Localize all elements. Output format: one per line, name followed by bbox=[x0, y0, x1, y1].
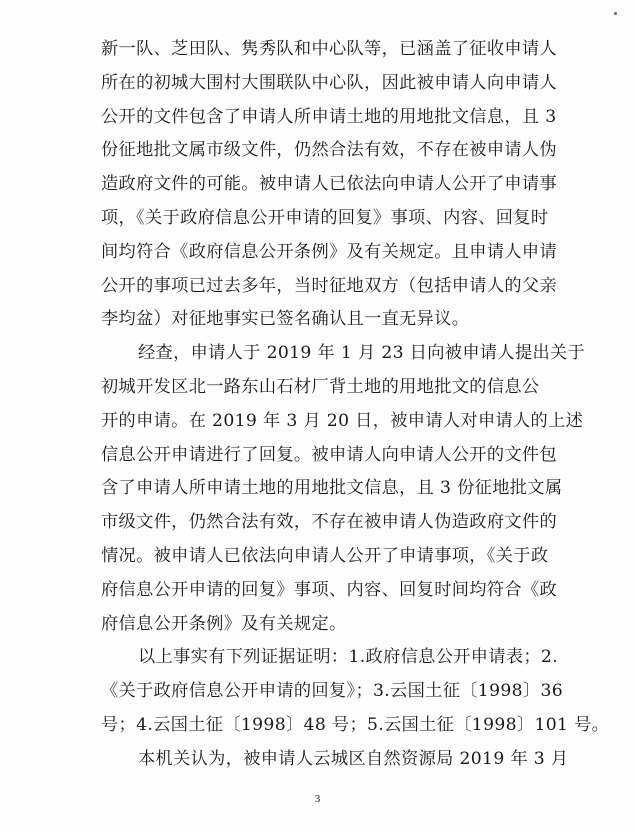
text-line: 开的申请。在 2019 年 3 月 20 日，被申请人对申请人的上述 bbox=[101, 411, 584, 431]
text-line: 造政府文件的可能。被申请人已依法向申请人公开了申请事 bbox=[101, 174, 557, 194]
text-line: 所在的初城大围村大围联队中心队，因此被申请人向申请人 bbox=[101, 73, 557, 93]
paragraph-start-line: 本机关认为，被申请人云城区自然资源局 2019 年 3 月 bbox=[138, 749, 569, 769]
text-line: 公开的事项已过去多年，当时征地双方（包括申请人的父亲 bbox=[101, 276, 557, 296]
text-line: 府信息公开条例》及有关规定。 bbox=[101, 614, 347, 634]
text-line: 含了申请人所申请土地的用地批文信息，且 3 份征地批文属 bbox=[101, 478, 563, 498]
text-line: 份征地批文属市级文件，仍然合法有效，不存在被申请人伪 bbox=[101, 140, 557, 160]
text-line: 初城开发区北一路东山石材厂背土地的用地批文的信息公 bbox=[101, 377, 540, 397]
text-line: 间均符合《政府信息公开条例》及有关规定。且申请人申请 bbox=[101, 242, 557, 262]
paragraph-start-line: 经查，申请人于 2019 年 1 月 23 日向被申请人提出关于 bbox=[138, 343, 586, 363]
text-line: 李均盆）对征地事实已签名确认且一直无异议。 bbox=[101, 309, 470, 329]
text-line: 新一队、芝田队、隽秀队和中心队等，已涵盖了征收申请人 bbox=[101, 39, 557, 59]
text-line: 号；4.云国土征〔1998〕48 号；5.云国土征〔1998〕101 号。 bbox=[101, 715, 610, 735]
text-line: 《关于政府信息公开申请的回复》；3.云国土征〔1998〕36 bbox=[101, 681, 564, 701]
text-line: 情况。被申请人已依法向申请人公开了申请事项，《关于政 bbox=[101, 546, 549, 566]
paragraph-start-line: 以上事实有下列证据证明：1.政府信息公开申请表；2. bbox=[138, 647, 559, 667]
text-line: 项，《关于政府信息公开申请的回复》事项、内容、回复时 bbox=[101, 208, 549, 228]
text-line: 信息公开申请进行了回复。被申请人向申请人公开的文件包 bbox=[101, 445, 557, 465]
text-line: 市级文件，仍然合法有效，不存在被申请人伪造政府文件的 bbox=[101, 512, 557, 532]
text-line: 府信息公开申请的回复》事项、内容、回复时间均符合《政 bbox=[101, 580, 557, 600]
text-line: 公开的文件包含了申请人所申请土地的用地批文信息，且 3 bbox=[101, 107, 557, 127]
scan-mark bbox=[614, 12, 617, 15]
page-number: 3 bbox=[314, 793, 321, 805]
